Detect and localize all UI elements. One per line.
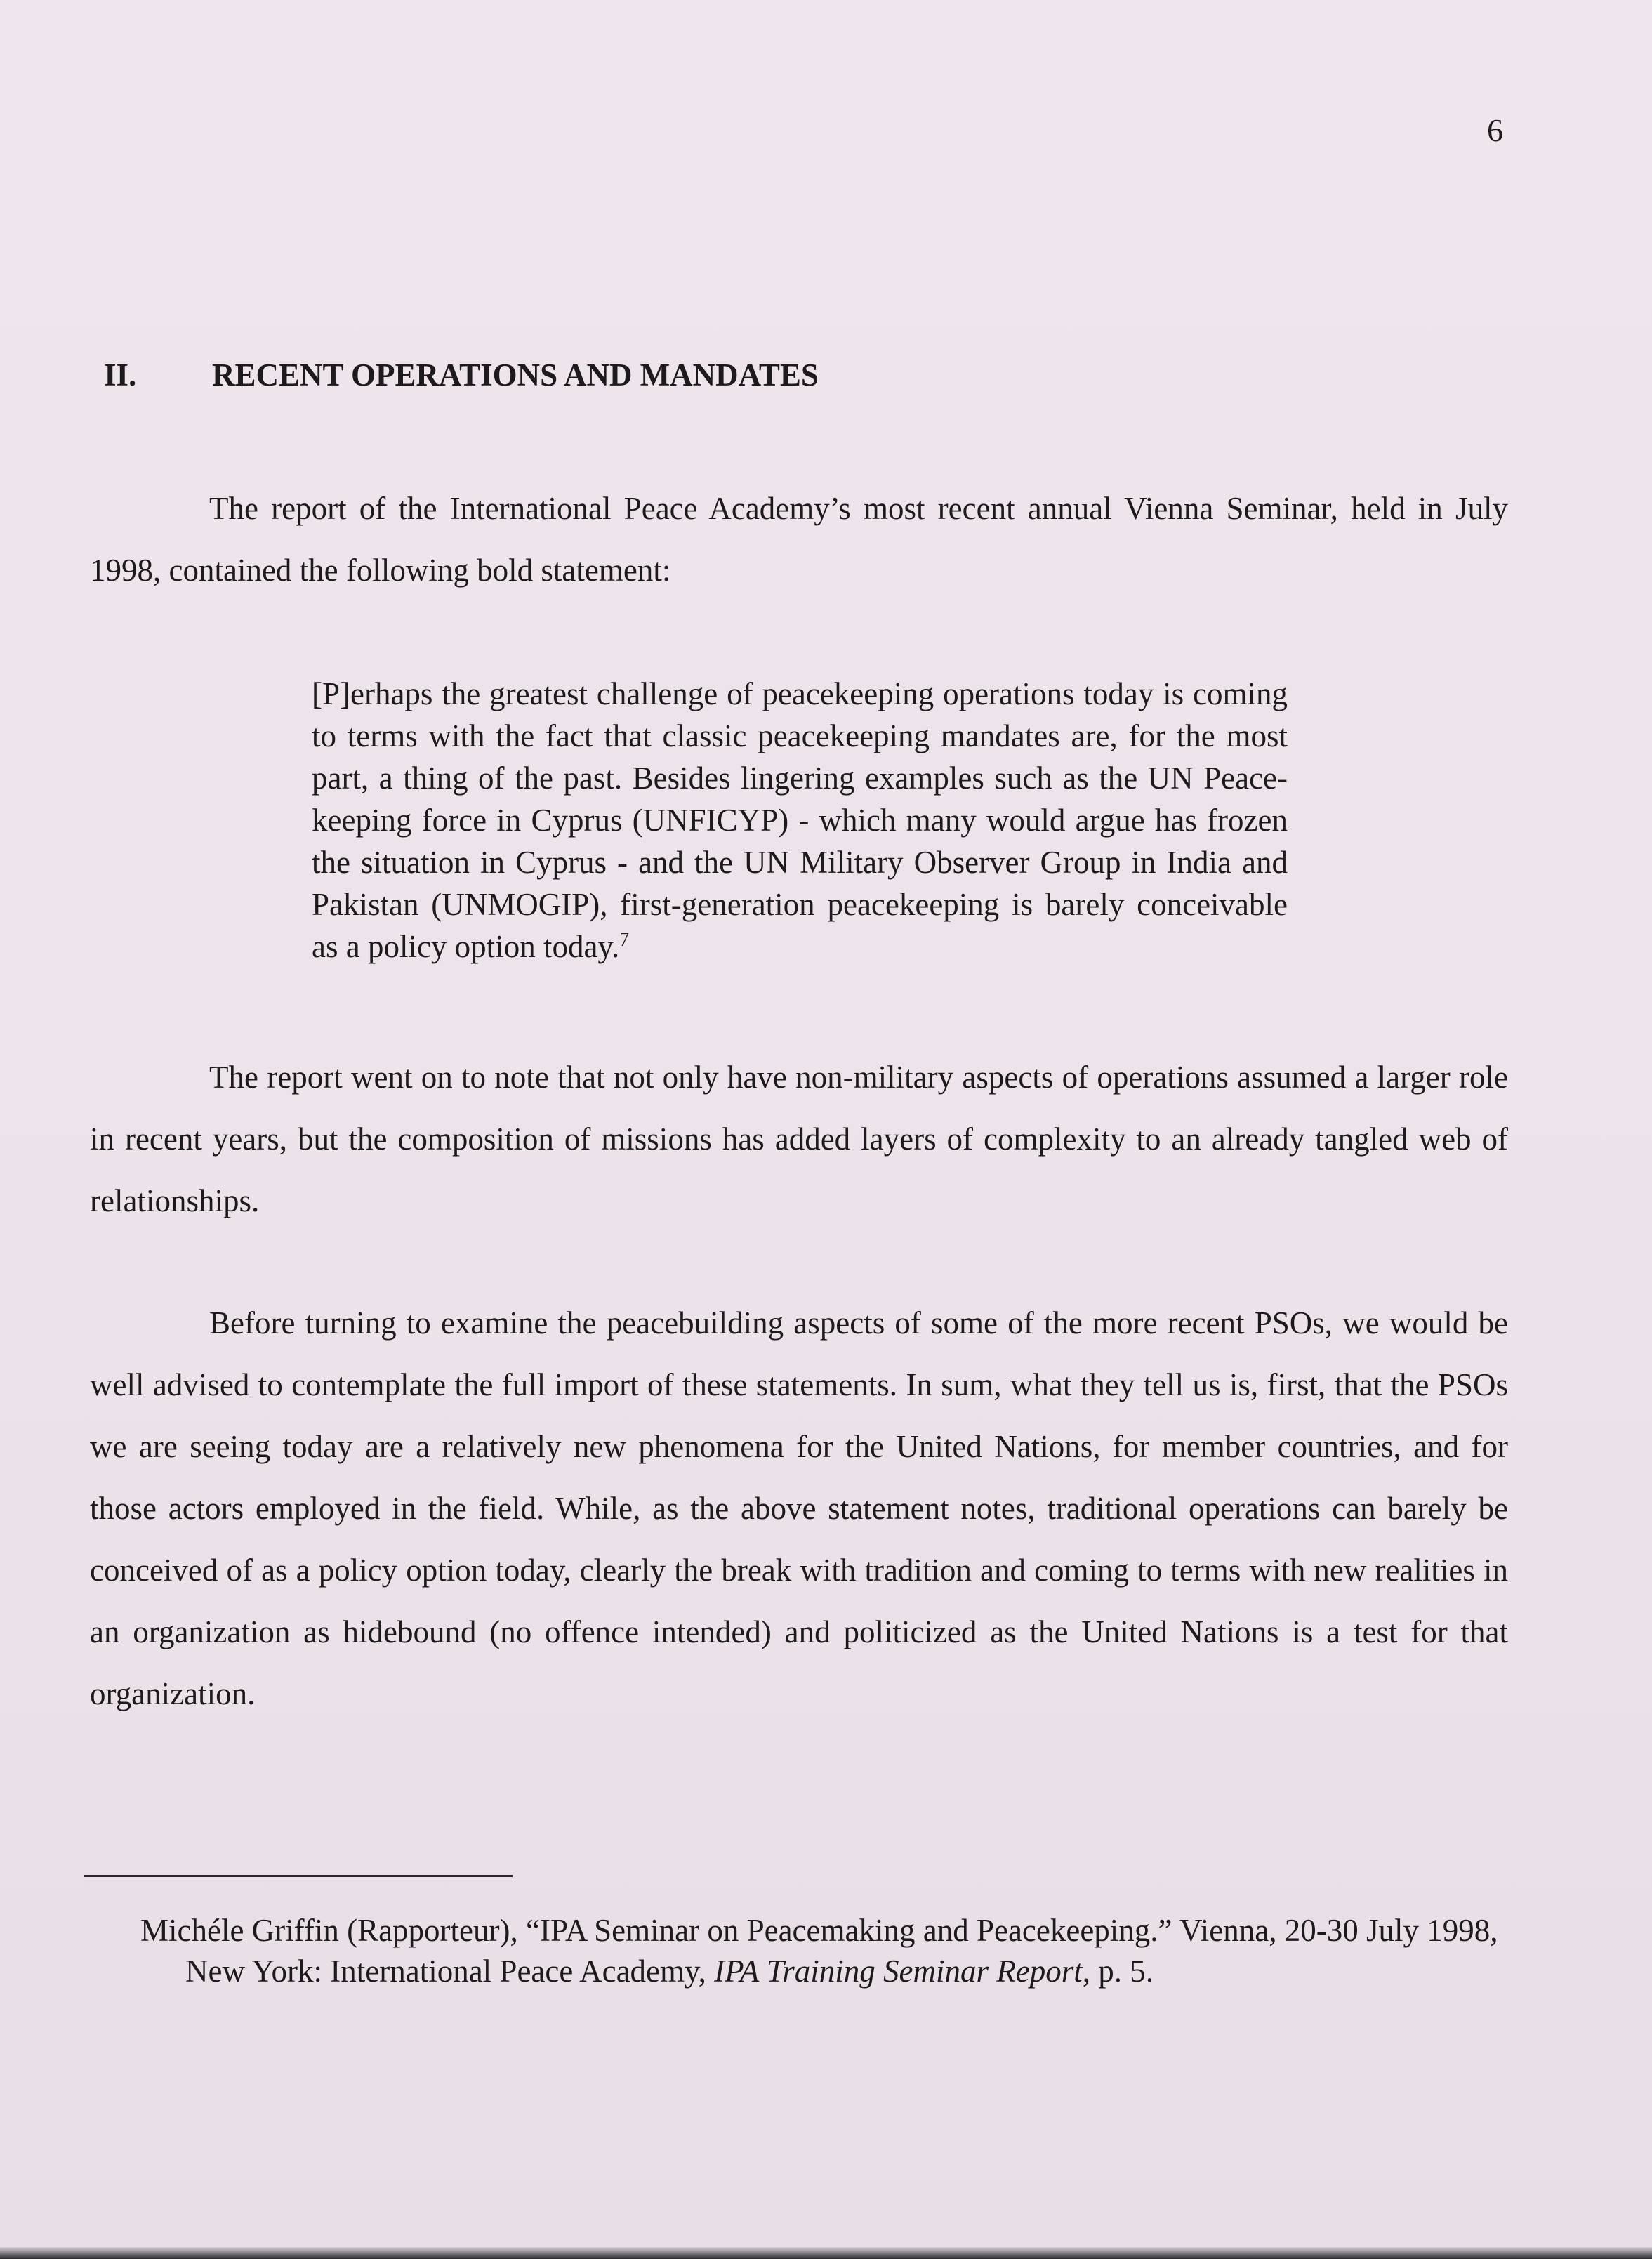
footnote-page-ref: , p. 5. — [1082, 1954, 1154, 1989]
footnote-citation: Michéle Griffin (Rapporteur), “IPA Seminar on Peacemaking and Peacekeeping.” Vienna, 20-30 July 1998, New York: International Peace Academy, — [140, 1913, 1498, 1989]
scan-bottom-edge — [0, 2247, 1652, 2259]
block-quote-text: [P]erhaps the greatest challenge of peacekeeping operations today is coming to terms with the fact that classic peacekeeping mandates are, for the most part, a thing of the past. Besides lingering examples such as the UN Peace-keeping force in Cyprus (UNFICYP) - which many would argue has frozen the situation in Cyprus - and the UN Military Observer Group in India and Pakistan (UNMOGIP), first-generation peacekeeping is barely conceivable as a policy option today. — [312, 676, 1288, 964]
footnote-reference: 7 — [619, 929, 630, 951]
footnote — [140, 1910, 1519, 1991]
section-heading — [104, 355, 1017, 395]
section-number: II. — [104, 357, 137, 393]
page-number: 6 — [1487, 112, 1503, 148]
footnote-divider — [84, 1875, 513, 1877]
paragraph-analysis: Before turning to examine the peacebuilding aspects of some of the more recent PSOs, we would be well advised to contemplate the full import of these statements. In sum, what they tell us is, first, that the PSOs we are seeing today are a relatively new phenomena for the United Nations, for member countries, and for those actors employed in the field. While, as the above statement notes, traditional operations can barely be conceived of as a policy option today, clearly the break with tradition and coming to terms with new realities in an organization as hidebound (no offence intended) and politicized as the United Nations is a test for that organization. — [90, 1305, 1508, 1711]
paragraph-intro: The report of the International Peace Academy’s most recent annual Vienna Seminar, held in July 1998, contained the following bold statement: — [90, 491, 1508, 588]
section-title: RECENT OPERATIONS AND MANDATES — [212, 357, 819, 393]
footnote-report-title: IPA Training Seminar Report — [714, 1954, 1083, 1989]
block-quote — [312, 673, 1288, 968]
paragraph-report-note: The report went on to note that not only have non-military aspects of operations assumed a larger role in recent years, but the composition of missions has added layers of complexity to an already tangled web of relationships. — [90, 1060, 1508, 1218]
